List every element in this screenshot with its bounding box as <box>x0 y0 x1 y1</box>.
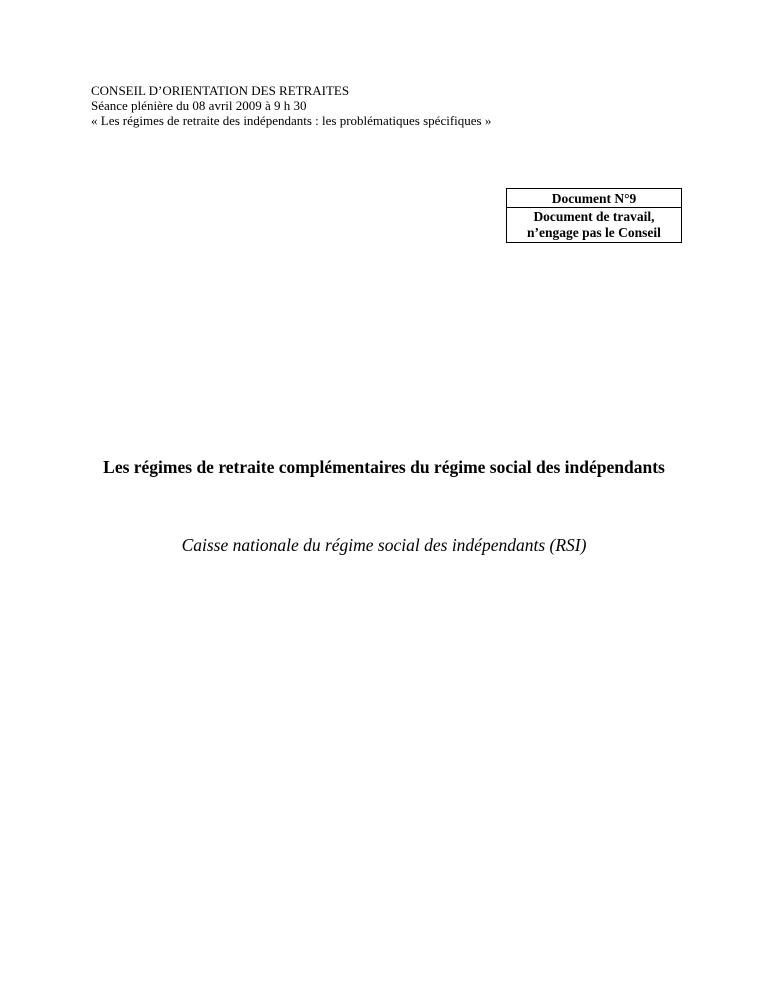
organization-name: CONSEIL D’ORIENTATION DES RETRAITES <box>91 83 350 98</box>
document-number-box <box>506 188 682 243</box>
session-theme: « Les régimes de retraite des indépendants : les problématiques spécifiques » <box>91 113 492 128</box>
document-header <box>91 83 491 128</box>
document-author: Caisse nationale du régime social des indépendants (RSI) <box>181 535 587 555</box>
document-note-line-1: Document de travail, <box>533 209 655 224</box>
session-info: Séance plénière du 08 avril 2009 à 9 h 30 <box>91 98 307 113</box>
document-number: Document N°9 <box>507 189 681 208</box>
document-title: Les régimes de retraite complémentaires du régime social des indépendants <box>103 457 665 477</box>
document-note <box>507 208 681 242</box>
document-note-line-2: n’engage pas le Conseil <box>527 225 661 240</box>
